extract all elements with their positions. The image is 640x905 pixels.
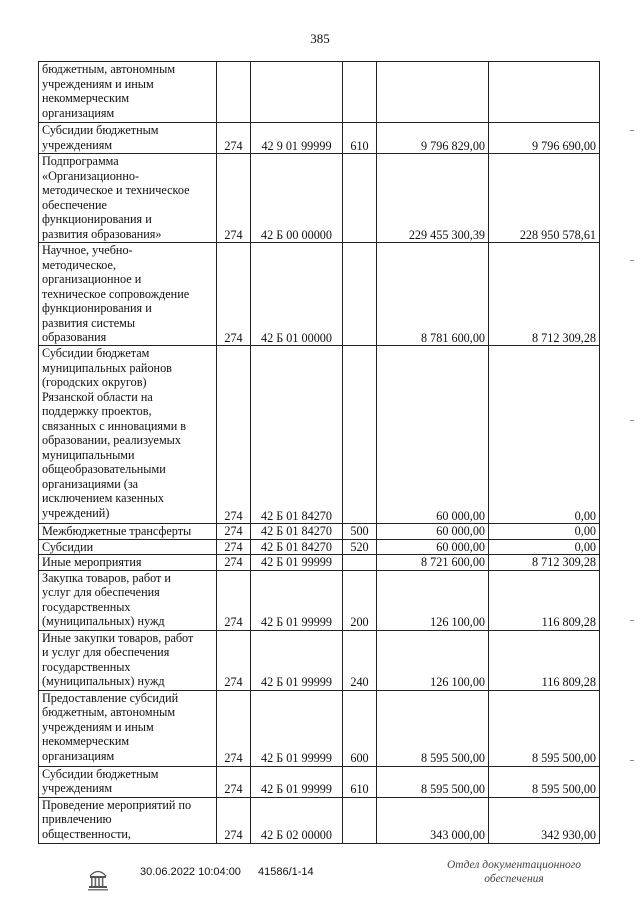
ksr-cell: 42 Б 01 99999	[251, 555, 343, 571]
sum1-cell: 60 000,00	[377, 539, 489, 555]
kvr-cell	[343, 154, 377, 243]
sum1-cell: 60 000,00	[377, 524, 489, 540]
kvsr-cell: 274	[217, 797, 251, 843]
table-row	[39, 62, 600, 123]
ksr-cell: 42 Б 01 84270	[251, 346, 343, 524]
ksr-cell: 42 Б 01 99999	[251, 570, 343, 630]
row-name-cell: Подпрограмма «Организационно- методическое и техническое обеспечение функционирования и развития образования»	[39, 154, 217, 243]
table-row	[39, 346, 600, 524]
ksr-cell: 42 Б 00 00000	[251, 154, 343, 243]
sum1-cell: 8 781 600,00	[377, 243, 489, 346]
page-number: 385	[310, 31, 330, 46]
table-row	[39, 524, 600, 540]
ksr-cell: 42 Б 01 99999	[251, 630, 343, 690]
sum1-cell: 343 000,00	[377, 797, 489, 843]
ksr-cell: 42 9 01 99999	[251, 123, 343, 154]
kvsr-cell: 274	[217, 539, 251, 555]
sum2-cell: 8 595 500,00	[489, 766, 600, 797]
row-name-cell: Научное, учебно- методическое, организационное и техническое сопровождение функционирования и развития системы образования	[39, 243, 217, 346]
row-name-cell: Иные мероприятия	[39, 555, 217, 571]
ksr-cell: 42 Б 01 84270	[251, 524, 343, 540]
sum2-cell: 0,00	[489, 524, 600, 540]
row-name-cell: Субсидии бюджетным учреждениям	[39, 123, 217, 154]
ksr-cell: 42 Б 01 99999	[251, 690, 343, 766]
kvsr-cell	[217, 62, 251, 123]
row-name-cell: Межбюджетные трансферты	[39, 524, 217, 540]
footer-timestamp: 30.06.2022 10:04:00	[140, 866, 241, 878]
sum2-cell: 0,00	[489, 346, 600, 524]
table-row	[39, 555, 600, 571]
sum1-cell: 126 100,00	[377, 630, 489, 690]
row-name-cell: Иные закупки товаров, работ и услуг для обеспечения государственных (муниципальных) нужд	[39, 630, 217, 690]
margin-mark	[630, 620, 634, 621]
kvsr-cell: 274	[217, 123, 251, 154]
sum2-cell: 228 950 578,61	[489, 154, 600, 243]
row-name-cell: Закупка товаров, работ и услуг для обеспечения государственных (муниципальных) нужд	[39, 570, 217, 630]
margin-mark	[630, 130, 634, 131]
sum2-cell: 9 796 690,00	[489, 123, 600, 154]
kvr-cell	[343, 346, 377, 524]
kvsr-cell: 274	[217, 570, 251, 630]
kvsr-cell: 274	[217, 766, 251, 797]
sum2-cell: 8 595 500,00	[489, 690, 600, 766]
ksr-cell: 42 Б 01 99999	[251, 766, 343, 797]
kvsr-cell: 274	[217, 690, 251, 766]
table-row	[39, 630, 600, 690]
sum2-cell: 116 809,28	[489, 630, 600, 690]
row-name-cell: Предоставление субсидий бюджетным, автономным учреждениям и иным некоммерческим организациям	[39, 690, 217, 766]
ksr-cell: 42 Б 02 00000	[251, 797, 343, 843]
footer-doc-number: 41586/1-14	[258, 866, 314, 878]
ksr-cell: 42 Б 01 00000	[251, 243, 343, 346]
table-row	[39, 243, 600, 346]
footer-department-stamp: Отдел документационного обеспечения	[446, 859, 582, 885]
kvr-cell: 240	[343, 630, 377, 690]
duma-logo-icon	[86, 866, 110, 892]
kvr-cell	[343, 243, 377, 346]
kvr-cell: 600	[343, 690, 377, 766]
kvr-cell: 610	[343, 766, 377, 797]
kvsr-cell: 274	[217, 243, 251, 346]
sum1-cell: 126 100,00	[377, 570, 489, 630]
kvr-cell	[343, 797, 377, 843]
kvr-cell: 520	[343, 539, 377, 555]
sum2-cell: 0,00	[489, 539, 600, 555]
margin-mark	[630, 260, 634, 261]
table-row	[39, 766, 600, 797]
kvsr-cell: 274	[217, 555, 251, 571]
sum1-cell: 9 796 829,00	[377, 123, 489, 154]
sum2-cell: 116 809,28	[489, 570, 600, 630]
table-row	[39, 797, 600, 843]
kvr-cell: 610	[343, 123, 377, 154]
sum1-cell	[377, 62, 489, 123]
row-name-cell: Субсидии	[39, 539, 217, 555]
row-name-cell: Субсидии бюджетным учреждениям	[39, 766, 217, 797]
sum2-cell: 8 712 309,28	[489, 555, 600, 571]
table-row	[39, 123, 600, 154]
sum2-cell	[489, 62, 600, 123]
sum1-cell: 229 455 300,39	[377, 154, 489, 243]
kvsr-cell: 274	[217, 154, 251, 243]
sum2-cell: 8 712 309,28	[489, 243, 600, 346]
sum1-cell: 8 595 500,00	[377, 690, 489, 766]
kvsr-cell: 274	[217, 524, 251, 540]
table-row	[39, 570, 600, 630]
sum1-cell: 60 000,00	[377, 346, 489, 524]
budget-table	[38, 61, 600, 844]
margin-mark	[630, 760, 634, 761]
kvr-cell	[343, 555, 377, 571]
page-footer	[0, 852, 640, 902]
kvsr-cell: 274	[217, 630, 251, 690]
kvr-cell	[343, 62, 377, 123]
ksr-cell: 42 Б 01 84270	[251, 539, 343, 555]
table-row	[39, 539, 600, 555]
sum1-cell: 8 721 600,00	[377, 555, 489, 571]
row-name-cell: Проведение мероприятий по привлечению общественности,	[39, 797, 217, 843]
table-row	[39, 690, 600, 766]
kvr-cell: 200	[343, 570, 377, 630]
row-name-cell: Субсидии бюджетам муниципальных районов (городских округов) Рязанской области на поддержку проектов, связанных с инновациями в образовании, реализуемых муниципальными общеобразовательными организациями (за исключением казенных учреждений)	[39, 346, 217, 524]
kvr-cell: 500	[343, 524, 377, 540]
ksr-cell	[251, 62, 343, 123]
kvsr-cell: 274	[217, 346, 251, 524]
table-row	[39, 154, 600, 243]
sum2-cell: 342 930,00	[489, 797, 600, 843]
margin-mark	[630, 420, 634, 421]
row-name-cell: бюджетным, автономным учреждениям и иным некоммерческим организациям	[39, 62, 217, 123]
sum1-cell: 8 595 500,00	[377, 766, 489, 797]
